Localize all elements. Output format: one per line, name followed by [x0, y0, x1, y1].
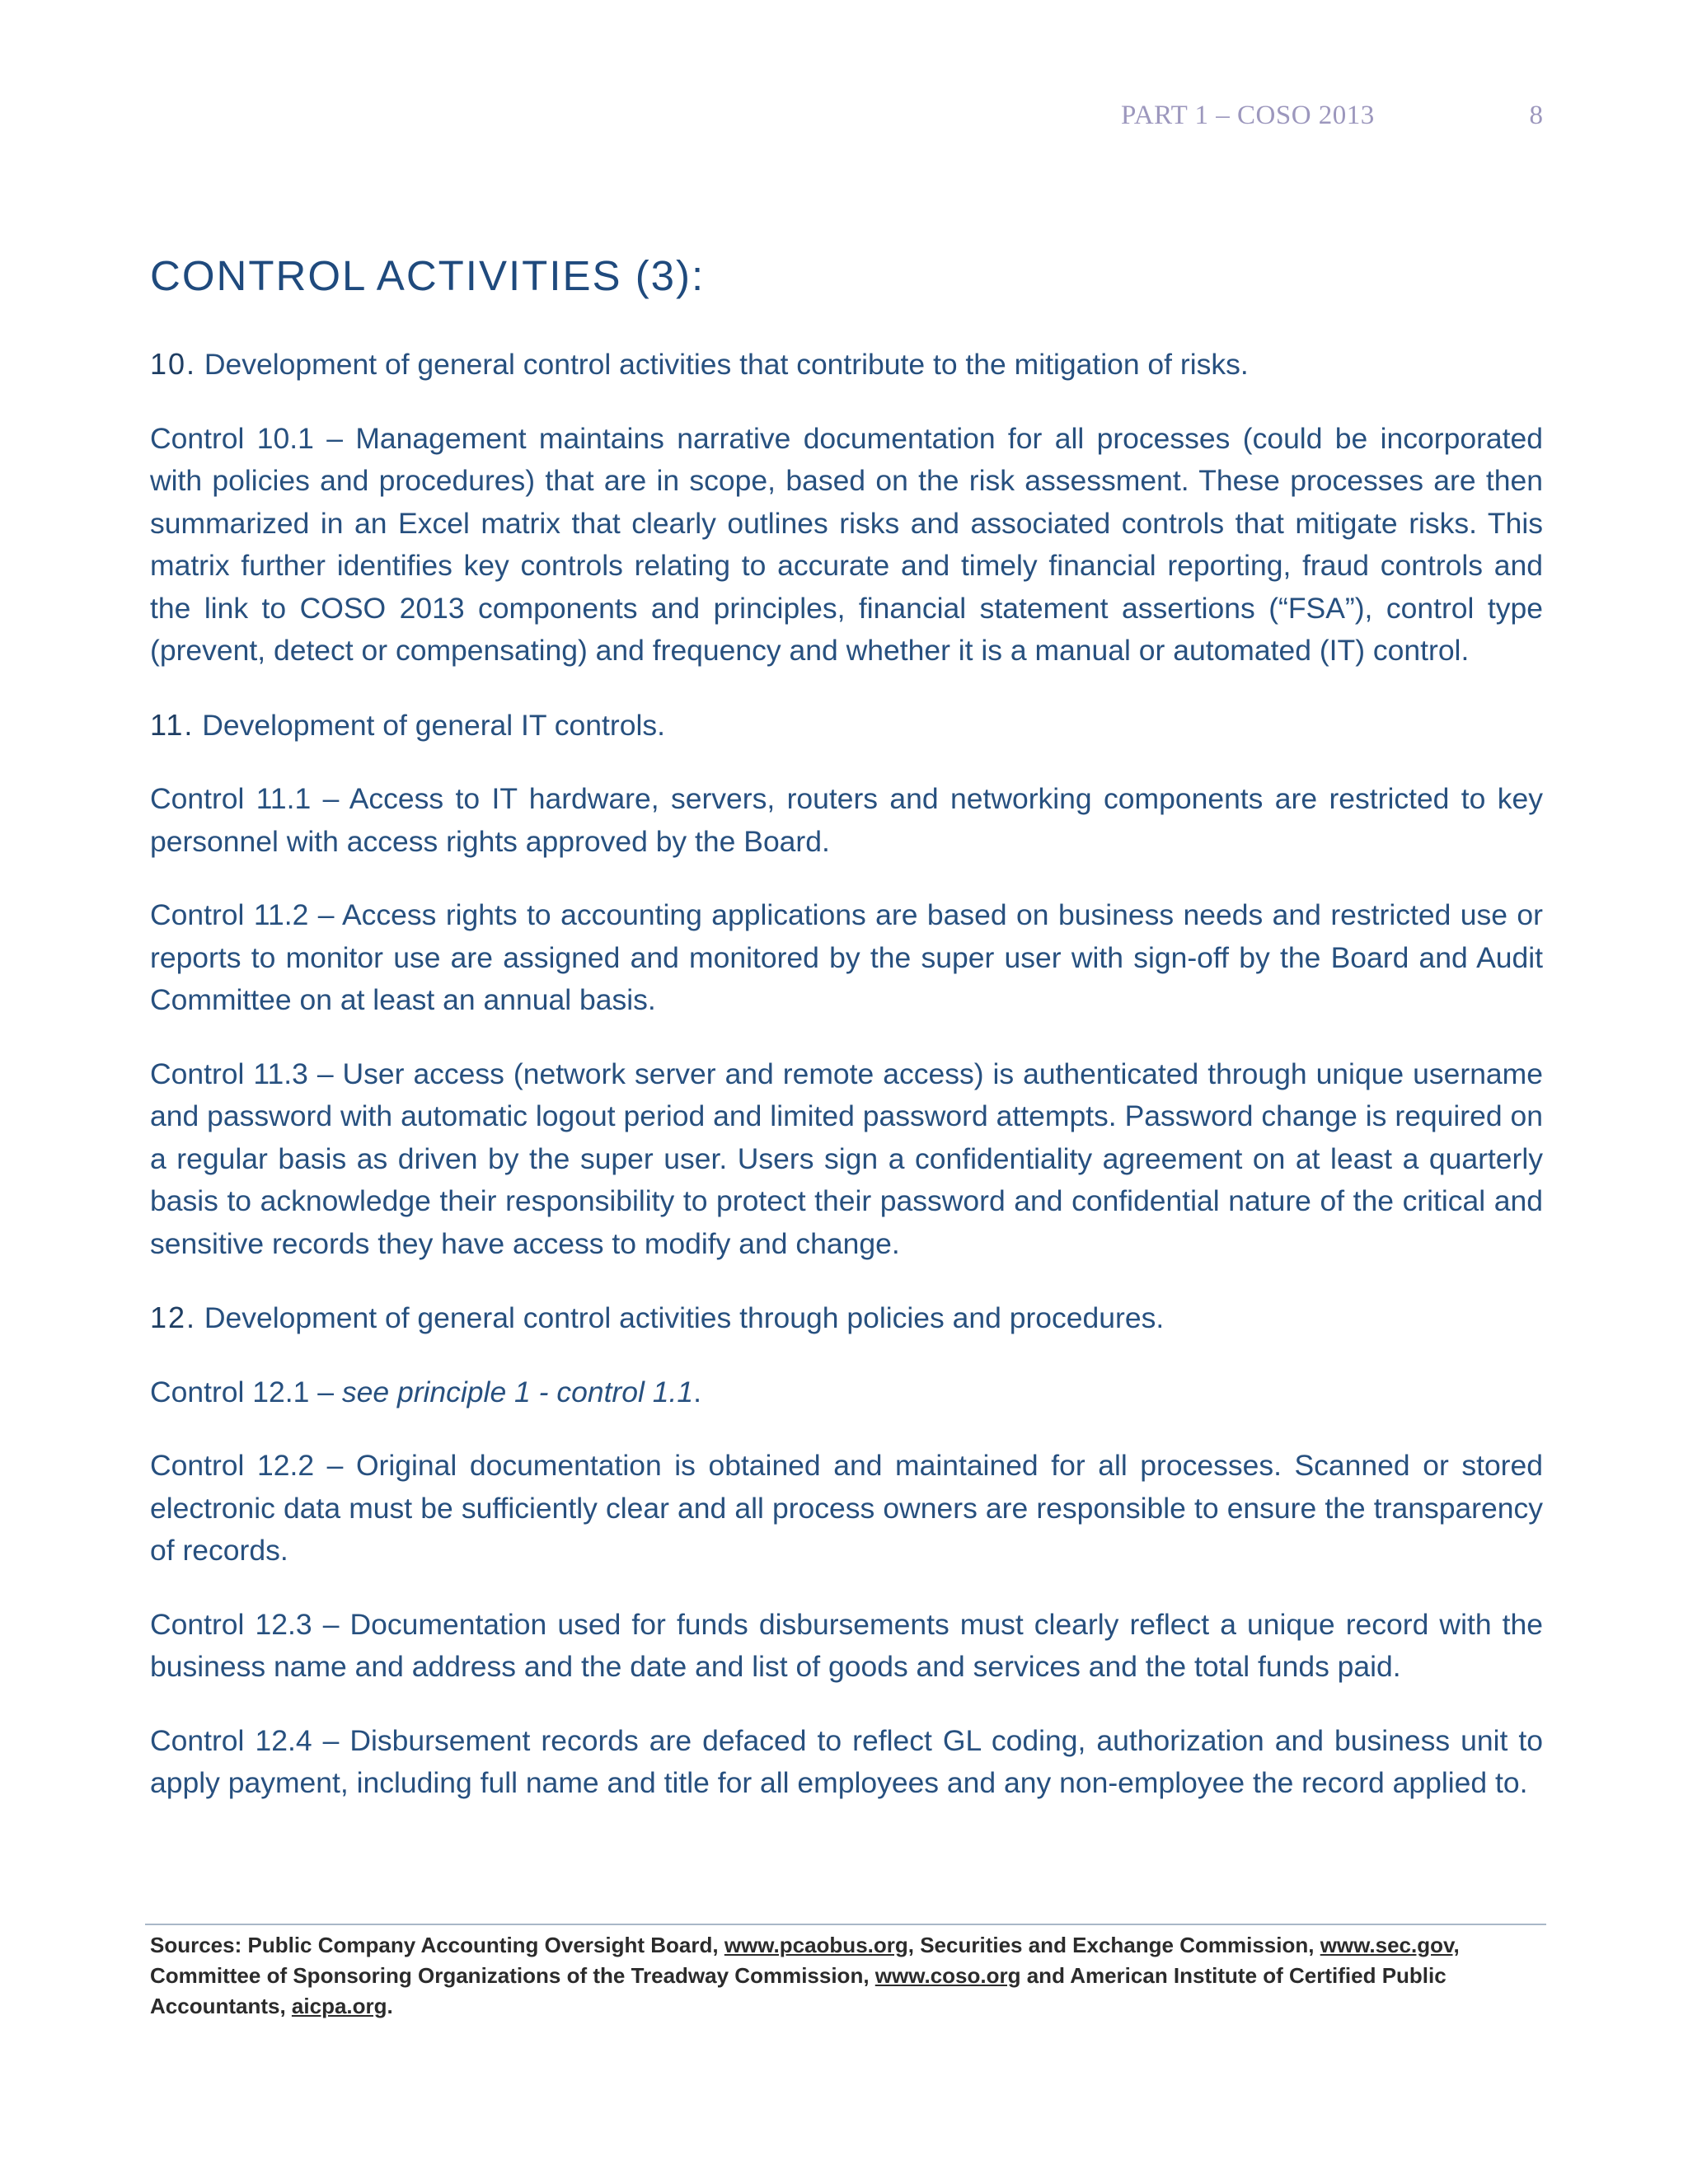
control-11-2: Control 11.2 – Access rights to accounting applications are based on business needs and restricted use or reports to monitor use are assigned and monitored by the super user with sign-off by the Board and Audit Committee on at least an annual basis. — [150, 898, 1543, 1016]
principle-number: 12. — [150, 1301, 197, 1334]
footer-text: and American Institute of Certified Public Accountants, — [150, 1963, 1447, 2018]
footer-text: . — [387, 1994, 393, 2018]
principle-text: Development of general control activities that contribute to the mitigation of risks. — [204, 348, 1249, 381]
control-12-4: Control 12.4 – Disbursement records are defaced to reflect GL coding, authorization and business unit to apply payment, including full name and title for all employees and any non-employee the record applied to. — [150, 1723, 1543, 1799]
page-number: 8 — [1529, 101, 1543, 130]
footer-text: Sources: Public Company Accounting Oversight Board, — [150, 1933, 724, 1957]
control-10-1: Control 10.1 – Management maintains narrative documentation for all processes (could be incorporated with policies and procedures) that are in scope, based on the risk assessment. These processes are then summarized in an Excel matrix that clearly outlines risks and associated controls that mitigate risks. This matrix further identifies key controls relating to accurate and timely financial reporting, fraud controls and the link to COSO 2013 components and principles, financial statement assertions (“FSA”), control type (prevent, detect or compensating) and frequency and whether it is a manual or automated (IT) control. — [150, 421, 1543, 667]
pcaobus-link[interactable]: www.pcaobus.org — [724, 1933, 908, 1957]
principle-text: Development of general control activities through policies and procedures. — [204, 1301, 1165, 1334]
principle-number: 10. — [150, 347, 197, 381]
control-prefix: Control 12.1 – — [150, 1375, 342, 1408]
control-suffix: . — [693, 1375, 701, 1408]
control-11-1: Control 11.1 – Access to IT hardware, servers, routers and networking components are restricted to key personnel with access rights approved by the Board. — [150, 782, 1543, 858]
control-12-1 — [150, 1371, 1543, 1414]
sec-link[interactable]: www.sec.gov, — [1320, 1933, 1460, 1957]
principle-12 — [150, 1296, 1543, 1340]
principle-11 — [150, 704, 1543, 748]
page-content — [150, 247, 1543, 1836]
control-reference: see principle 1 - control 1.1 — [341, 1375, 694, 1408]
footer-divider — [145, 1924, 1546, 1925]
control-12-3: Control 12.3 – Documentation used for funds disbursements must clearly reflect a unique record with the business name and address and the date and list of goods and services and the total funds paid. — [150, 1607, 1543, 1683]
control-11-3: Control 11.3 – User access (network server and remote access) is authenticated through unique username and password with automatic logout period and limited password attempts. Password change is required on a regular basis as driven by the super user. Users sign a confidentiality agreement on at least a quarterly basis to acknowledge their responsibility to protect their password and confidential nature of the critical and sensitive records they have access to modify and change. — [150, 1057, 1543, 1260]
principle-number: 11. — [150, 707, 195, 742]
principle-text: Development of general IT controls. — [202, 708, 665, 742]
aicpa-link[interactable]: aicpa.org — [291, 1994, 387, 2018]
control-12-2: Control 12.2 – Original documentation is obtained and maintained for all processes. Scanned or stored electronic data must be sufficiently clear and all process owners are responsible to ensure the transparency of records. — [150, 1449, 1543, 1567]
page-title: CONTROL ACTIVITIES (3): — [150, 252, 706, 299]
principle-10 — [150, 343, 1543, 387]
running-header — [1121, 101, 1543, 137]
coso-link[interactable]: www.coso.org — [874, 1963, 1021, 1988]
header-section-title: PART 1 – COSO 2013 — [1121, 101, 1375, 130]
sources-footnote — [150, 1930, 1543, 2022]
footer-text: , Securities and Exchange Commission, — [907, 1933, 1320, 1957]
footer-text: Committee of Sponsoring Organizations of the Treadway Commission, — [150, 1963, 875, 1988]
